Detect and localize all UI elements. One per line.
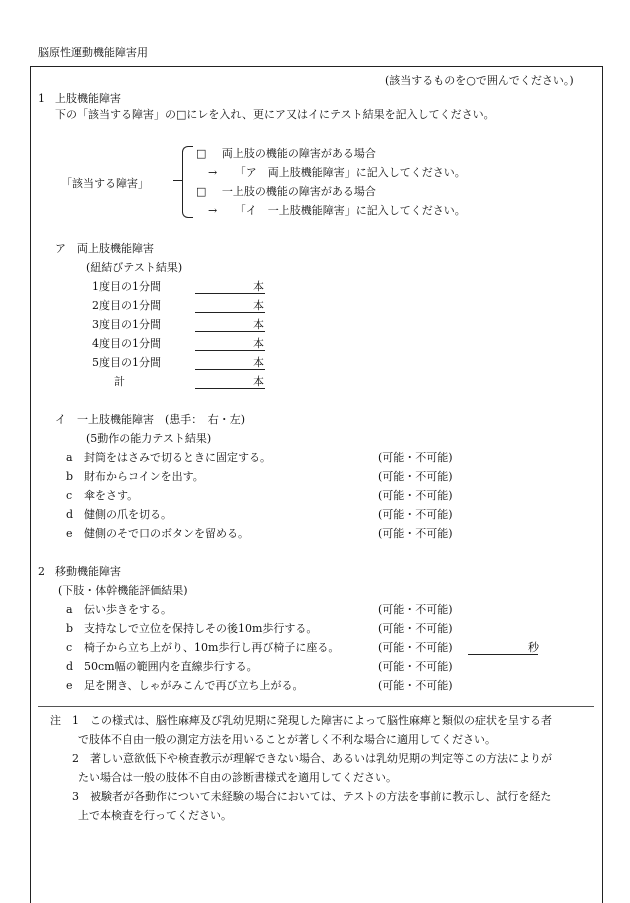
tie-row-label: 2度目の1分間 bbox=[92, 299, 161, 312]
mobility-item-letter: a bbox=[66, 603, 73, 616]
mobility-item-letter: c bbox=[66, 641, 73, 654]
mobility-item-text: 50cm幅の範囲内を直線歩行する。 bbox=[84, 660, 258, 673]
note-line: 著しい意欲低下や検査教示が理解できない場合、あるいは乳幼児期の判定等この方法によりが bbox=[90, 752, 552, 765]
test-item-letter: e bbox=[66, 527, 73, 540]
section2-number: 2 bbox=[38, 565, 45, 578]
seconds-unit: 秒 bbox=[528, 641, 539, 654]
applicable-label: 「該当する障害」 bbox=[61, 177, 149, 190]
tie-row-label: 1度目の1分間 bbox=[92, 280, 161, 293]
brace-tip bbox=[173, 180, 183, 181]
test-item-text: 封筒をはさみで切るときに固定する。 bbox=[84, 451, 271, 464]
tie-row-unit: 本 bbox=[253, 337, 264, 350]
test-item-text: 健側のそで口のボタンを留める。 bbox=[84, 527, 249, 540]
test-item-text: 財布からコインを出す。 bbox=[84, 470, 204, 483]
subsection-a-subheading: (紐結びテスト結果) bbox=[86, 261, 183, 274]
subsection-b-heading: イ 一上肢機能障害 (患手： 右・左) bbox=[55, 413, 246, 426]
tie-row-unit: 本 bbox=[253, 280, 264, 293]
mobility-item-text: 椅子から立ち上がり、10m歩行し再び椅子に座る。 bbox=[84, 641, 340, 654]
section2-heading: 移動機能障害 bbox=[55, 565, 121, 578]
notes-divider bbox=[38, 706, 594, 707]
mobility-item-text: 伝い歩きをする。 bbox=[84, 603, 172, 616]
note-line: で肢体不自由一般の測定方法を用いることが著しく不利な場合に適用してください。 bbox=[78, 733, 496, 746]
test-item-letter: b bbox=[66, 470, 74, 483]
mobility-item-text: 支持なしで立位を保持しその後10m歩行する。 bbox=[84, 622, 318, 635]
option-1[interactable] bbox=[196, 147, 376, 161]
tie-row-unit: 本 bbox=[253, 318, 264, 331]
tie-total-unit: 本 bbox=[253, 375, 264, 388]
section1-number: 1 bbox=[38, 92, 45, 105]
test-item-result[interactable]: (可能・不可能) bbox=[378, 489, 453, 502]
mobility-item-text: 足を開き、しゃがみこんで再び立ち上がる。 bbox=[84, 679, 304, 692]
tie-row-label: 3度目の1分間 bbox=[92, 318, 161, 331]
note-line: 上で本検査を行ってください。 bbox=[78, 809, 232, 822]
test-item-result[interactable]: (可能・不可能) bbox=[378, 508, 453, 521]
tie-row-unit: 本 bbox=[253, 299, 264, 312]
mobility-item-result[interactable]: (可能・不可能) bbox=[378, 622, 453, 635]
note-number: 1 bbox=[72, 714, 79, 727]
test-item-result[interactable]: (可能・不可能) bbox=[378, 527, 453, 540]
notes-label: 注 bbox=[50, 714, 61, 727]
note-line: たい場合は一般の肢体不自由の診断書様式を適用してください。 bbox=[78, 771, 397, 784]
tie-row-unit: 本 bbox=[253, 356, 264, 369]
tie-row-label: 4度目の1分間 bbox=[92, 337, 161, 350]
note-number: 2 bbox=[72, 752, 79, 765]
option-2-checkbox[interactable]: □ bbox=[196, 185, 207, 198]
option-1-text: 両上肢の機能の障害がある場合 bbox=[221, 147, 376, 160]
option-2-text: 一上肢の機能の障害がある場合 bbox=[221, 185, 376, 198]
note-line: この様式は、脳性麻痺及び乳幼児期に発現した障害によって脳性麻痺と類似の症状を呈する者 bbox=[90, 714, 552, 727]
mobility-item-letter: d bbox=[66, 660, 74, 673]
test-item-text: 傘をさす。 bbox=[84, 489, 139, 502]
section2-subheading: (下肢・体幹機能評価結果) bbox=[58, 584, 188, 597]
option-1-note-line bbox=[208, 166, 466, 180]
section1-intro: 下の「該当する障害」の□にレを入れ、更にア又はイにテスト結果を記入してください。 bbox=[55, 108, 495, 121]
form-title: 脳原性運動機能障害用 bbox=[38, 46, 148, 59]
option-1-note: 「ア 両上肢機能障害」に記入してください。 bbox=[234, 166, 466, 179]
arrow-icon: → bbox=[208, 204, 218, 217]
arrow-icon: → bbox=[208, 166, 218, 179]
brace bbox=[182, 146, 193, 218]
section1-heading: 上肢機能障害 bbox=[55, 92, 121, 105]
test-item-text: 健側の爪を切る。 bbox=[84, 508, 172, 521]
test-item-result[interactable]: (可能・不可能) bbox=[378, 451, 453, 464]
mobility-item-result[interactable]: (可能・不可能) bbox=[378, 660, 453, 673]
note-number: 3 bbox=[72, 790, 79, 803]
option-2-note-line bbox=[208, 204, 466, 218]
mobility-item-letter: b bbox=[66, 622, 74, 635]
subsection-a-heading: ア 両上肢機能障害 bbox=[55, 242, 154, 255]
tie-row-label: 5度目の1分間 bbox=[92, 356, 161, 369]
mobility-item-letter: e bbox=[66, 679, 73, 692]
option-1-checkbox[interactable]: □ bbox=[196, 147, 207, 160]
subsection-b-subheading: (5動作の能力テスト結果) bbox=[86, 432, 212, 445]
option-2[interactable] bbox=[196, 185, 376, 199]
mobility-item-result[interactable]: (可能・不可能) bbox=[378, 641, 453, 654]
mobility-item-result[interactable]: (可能・不可能) bbox=[378, 679, 453, 692]
tie-total-label: 計 bbox=[114, 375, 125, 388]
test-item-letter: a bbox=[66, 451, 73, 464]
note-line: 被験者が各動作について未経験の場合においては、テストの方法を事前に教示し、試行を経た bbox=[90, 790, 552, 803]
test-item-result[interactable]: (可能・不可能) bbox=[378, 470, 453, 483]
option-2-note: 「イ 一上肢機能障害」に記入してください。 bbox=[234, 204, 466, 217]
test-item-letter: c bbox=[66, 489, 73, 502]
test-item-letter: d bbox=[66, 508, 74, 521]
mobility-item-result[interactable]: (可能・不可能) bbox=[378, 603, 453, 616]
instruction-top: (該当するものを○で囲んでください。) bbox=[385, 74, 574, 87]
